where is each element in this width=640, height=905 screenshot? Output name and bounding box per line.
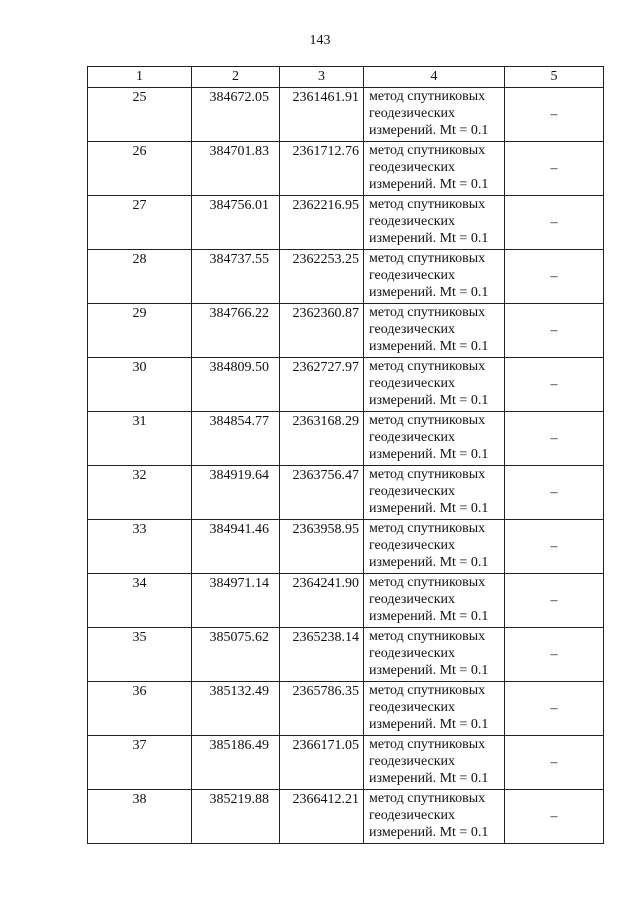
- y-coordinate-cell: 2364241.90: [280, 574, 364, 628]
- y-coordinate-cell: 2366412.21: [280, 790, 364, 844]
- x-coordinate-cell: 384919.64: [192, 466, 280, 520]
- page-number: 143: [309, 33, 331, 48]
- column-header: 1: [88, 67, 192, 88]
- point-number-cell: 25: [88, 88, 192, 142]
- point-number-cell: 34: [88, 574, 192, 628]
- table-header: [88, 67, 604, 88]
- method-cell: метод спутниковых геодезических измерений. Mt = 0.1: [364, 682, 505, 736]
- note-cell: –: [505, 196, 604, 250]
- note-cell: –: [505, 520, 604, 574]
- table-row: [88, 142, 604, 196]
- point-number-cell: 37: [88, 736, 192, 790]
- point-number-cell: 38: [88, 790, 192, 844]
- header-row: [88, 67, 604, 88]
- note-cell: –: [505, 250, 604, 304]
- method-cell: метод спутниковых геодезических измерений. Mt = 0.1: [364, 88, 505, 142]
- table-row: [88, 736, 604, 790]
- x-coordinate-cell: 384672.05: [192, 88, 280, 142]
- table-row: [88, 88, 604, 142]
- y-coordinate-cell: 2361712.76: [280, 142, 364, 196]
- y-coordinate-cell: 2362360.87: [280, 304, 364, 358]
- y-coordinate-cell: 2361461.91: [280, 88, 364, 142]
- y-coordinate-cell: 2363168.29: [280, 412, 364, 466]
- note-cell: –: [505, 466, 604, 520]
- table-row: [88, 412, 604, 466]
- table-row: [88, 628, 604, 682]
- note-cell: –: [505, 574, 604, 628]
- table-row: [88, 466, 604, 520]
- column-header: 2: [192, 67, 280, 88]
- x-coordinate-cell: 384756.01: [192, 196, 280, 250]
- point-number-cell: 32: [88, 466, 192, 520]
- y-coordinate-cell: 2365238.14: [280, 628, 364, 682]
- column-header: 3: [280, 67, 364, 88]
- method-cell: метод спутниковых геодезических измерений. Mt = 0.1: [364, 628, 505, 682]
- x-coordinate-cell: 384737.55: [192, 250, 280, 304]
- table-row: [88, 304, 604, 358]
- point-number-cell: 35: [88, 628, 192, 682]
- method-cell: метод спутниковых геодезических измерений. Mt = 0.1: [364, 412, 505, 466]
- point-number-cell: 30: [88, 358, 192, 412]
- point-number-cell: 28: [88, 250, 192, 304]
- note-cell: –: [505, 142, 604, 196]
- note-cell: –: [505, 682, 604, 736]
- column-header: 5: [505, 67, 604, 88]
- x-coordinate-cell: 384809.50: [192, 358, 280, 412]
- method-cell: метод спутниковых геодезических измерений. Mt = 0.1: [364, 358, 505, 412]
- method-cell: метод спутниковых геодезических измерений. Mt = 0.1: [364, 574, 505, 628]
- x-coordinate-cell: 385219.88: [192, 790, 280, 844]
- note-cell: –: [505, 736, 604, 790]
- x-coordinate-cell: 385075.62: [192, 628, 280, 682]
- table-row: [88, 358, 604, 412]
- method-cell: метод спутниковых геодезических измерений. Mt = 0.1: [364, 520, 505, 574]
- note-cell: –: [505, 790, 604, 844]
- note-cell: –: [505, 358, 604, 412]
- x-coordinate-cell: 384854.77: [192, 412, 280, 466]
- point-number-cell: 27: [88, 196, 192, 250]
- x-coordinate-cell: 384941.46: [192, 520, 280, 574]
- y-coordinate-cell: 2362727.97: [280, 358, 364, 412]
- x-coordinate-cell: 385186.49: [192, 736, 280, 790]
- x-coordinate-cell: 385132.49: [192, 682, 280, 736]
- column-header: 4: [364, 67, 505, 88]
- method-cell: метод спутниковых геодезических измерений. Mt = 0.1: [364, 736, 505, 790]
- table-row: [88, 250, 604, 304]
- note-cell: –: [505, 412, 604, 466]
- x-coordinate-cell: 384701.83: [192, 142, 280, 196]
- table-row: [88, 574, 604, 628]
- point-number-cell: 26: [88, 142, 192, 196]
- method-cell: метод спутниковых геодезических измерений. Mt = 0.1: [364, 466, 505, 520]
- method-cell: метод спутниковых геодезических измерений. Mt = 0.1: [364, 250, 505, 304]
- y-coordinate-cell: 2366171.05: [280, 736, 364, 790]
- table-body: [88, 88, 604, 844]
- table-row: [88, 520, 604, 574]
- note-cell: –: [505, 628, 604, 682]
- x-coordinate-cell: 384766.22: [192, 304, 280, 358]
- y-coordinate-cell: 2362216.95: [280, 196, 364, 250]
- table-row: [88, 196, 604, 250]
- point-number-cell: 36: [88, 682, 192, 736]
- point-number-cell: 31: [88, 412, 192, 466]
- y-coordinate-cell: 2363958.95: [280, 520, 364, 574]
- y-coordinate-cell: 2362253.25: [280, 250, 364, 304]
- note-cell: –: [505, 88, 604, 142]
- method-cell: метод спутниковых геодезических измерений. Mt = 0.1: [364, 790, 505, 844]
- point-number-cell: 33: [88, 520, 192, 574]
- coordinates-table: [87, 66, 604, 844]
- y-coordinate-cell: 2363756.47: [280, 466, 364, 520]
- note-cell: –: [505, 304, 604, 358]
- y-coordinate-cell: 2365786.35: [280, 682, 364, 736]
- x-coordinate-cell: 384971.14: [192, 574, 280, 628]
- method-cell: метод спутниковых геодезических измерений. Mt = 0.1: [364, 196, 505, 250]
- table-row: [88, 682, 604, 736]
- table-row: [88, 790, 604, 844]
- method-cell: метод спутниковых геодезических измерений. Mt = 0.1: [364, 304, 505, 358]
- point-number-cell: 29: [88, 304, 192, 358]
- method-cell: метод спутниковых геодезических измерений. Mt = 0.1: [364, 142, 505, 196]
